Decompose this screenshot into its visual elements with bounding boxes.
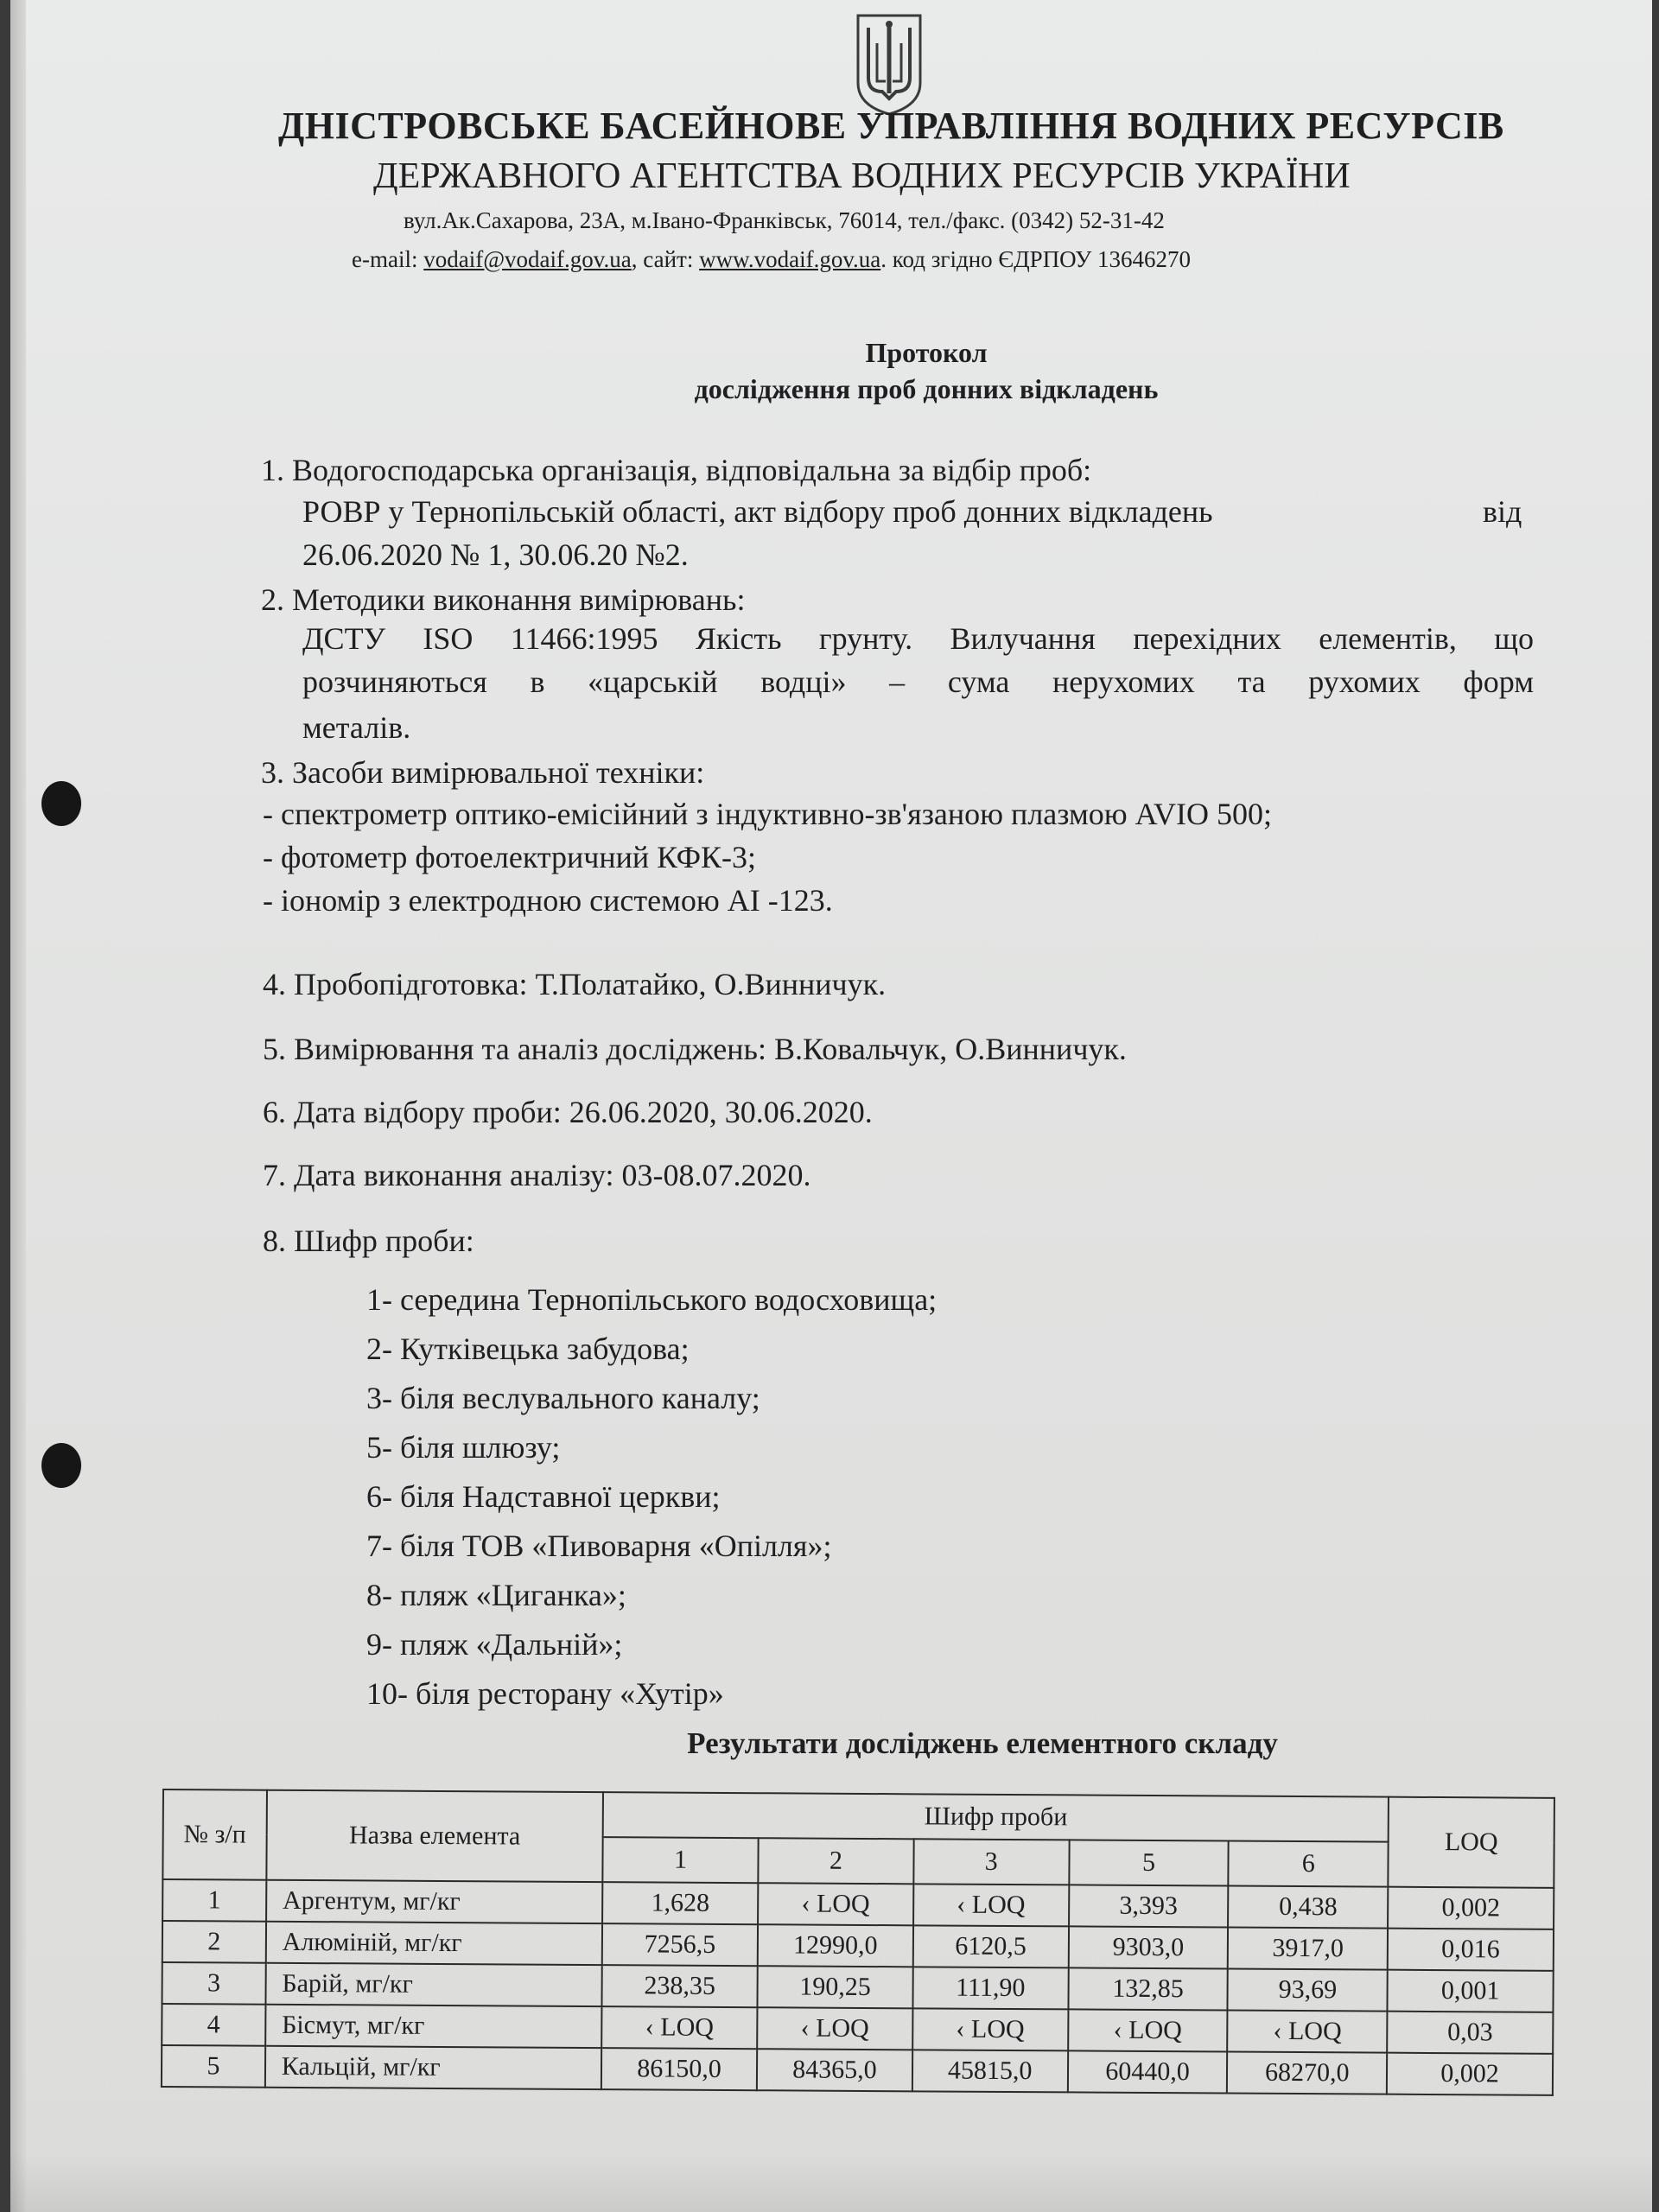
column-header-sample-code: Шифр проби — [603, 1792, 1389, 1842]
column-header-code: 3 — [913, 1839, 1069, 1885]
site-link[interactable]: www.vodaif.gov.ua — [699, 246, 881, 272]
organization-name: ДНІСТРОВСЬКЕ БАСЕЙНОВЕ УПРАВЛІННЯ ВОДНИХ РЕСУРСІВ — [278, 105, 1504, 147]
document-page — [10, 0, 1652, 2212]
value-cell: 84365,0 — [757, 2049, 912, 2091]
item-2-text: розчиняються в «царській водці» – сума нерухомих та рухомих форм — [302, 664, 1534, 699]
table-row — [162, 2045, 1553, 2095]
value-cell: 1,628 — [602, 1882, 758, 1924]
punch-hole — [41, 781, 81, 826]
column-header-loq: LOQ — [1389, 1797, 1554, 1888]
sample-code-item: 8- пляж «Циганка»; — [366, 1578, 626, 1612]
value-cell: 111,90 — [912, 1967, 1068, 2009]
value-cell: 238,35 — [602, 1965, 758, 2007]
loq-cell: 0,001 — [1388, 1970, 1554, 2012]
item-5: 5. Вимірювання та аналіз досліджень: В.Ковальчук, О.Винничук. — [263, 1032, 1127, 1066]
element-name: Кальцій, мг/кг — [265, 2046, 602, 2089]
sample-code-item: 7- біля ТОВ «Пивоварня «Опілля»; — [366, 1529, 832, 1563]
value-cell: 6120,5 — [913, 1925, 1069, 1967]
edrpou-code: . код згідно ЄДРПОУ 13646270 — [880, 246, 1192, 272]
row-number: 2 — [162, 1921, 266, 1963]
column-header-code: 6 — [1229, 1841, 1389, 1887]
loq-cell: 0,002 — [1387, 2053, 1553, 2095]
value-cell: 12990,0 — [758, 1924, 913, 1967]
value-cell: 86150,0 — [601, 2048, 757, 2090]
item-7: 7. Дата виконання аналізу: 03-08.07.2020. — [263, 1158, 811, 1192]
value-cell: ‹ LOQ — [757, 2007, 912, 2050]
agency-name: ДЕРЖАВНОГО АГЕНТСТВА ВОДНИХ РЕСУРСІВ УКРАЇНИ — [373, 156, 1351, 196]
value-cell: 9303,0 — [1068, 1926, 1228, 1968]
site-label: , сайт: — [631, 246, 694, 272]
value-cell: ‹ LOQ — [913, 1884, 1069, 1926]
value-cell: 0,438 — [1228, 1886, 1388, 1929]
element-name: Барій, мг/кг — [265, 1963, 602, 2006]
item-1-heading: 1. Водогосподарська організація, відповідальна за відбір проб: — [261, 453, 1092, 487]
column-header-code: 5 — [1069, 1840, 1229, 1885]
value-cell: ‹ LOQ — [601, 2006, 757, 2049]
column-header-code: 2 — [758, 1838, 913, 1884]
email-link[interactable]: vodaif@vodaif.gov.ua — [423, 246, 632, 272]
value-cell: 45815,0 — [912, 2050, 1068, 2092]
sample-code-item: 1- середина Тернопільського водосховища; — [366, 1282, 938, 1317]
equipment-item: - спектрометр оптико-емісійний з індуктивно-зв'язаною плазмою AVIO 500; — [263, 797, 1272, 831]
item-2-text: металів. — [302, 710, 411, 745]
item-8-heading: 8. Шифр проби: — [263, 1224, 474, 1258]
page-shadow — [10, 2152, 1652, 2212]
punch-hole — [41, 1443, 81, 1488]
organization-contacts — [352, 246, 1561, 273]
item-1-date: 26.06.2020 № 1, 30.06.20 №2. — [302, 537, 689, 572]
value-cell: 93,69 — [1228, 1969, 1388, 2012]
value-cell: ‹ LOQ — [1228, 2011, 1388, 2053]
row-number: 3 — [162, 1962, 265, 2005]
sample-code-item: 6- біля Надставної церкви; — [366, 1479, 721, 1514]
value-cell: 132,85 — [1068, 1967, 1228, 2010]
document-subtitle: дослідження проб донних відкладень — [694, 373, 1159, 404]
email-label: e-mail: — [352, 246, 418, 272]
value-cell: 7256,5 — [602, 1923, 758, 1966]
item-2-heading: 2. Методики виконання вимірювань: — [261, 582, 746, 617]
sample-code-item: 2- Кутківецька забудова; — [366, 1332, 690, 1366]
value-cell: 3917,0 — [1228, 1928, 1388, 1970]
sample-code-item: 9- пляж «Дальній»; — [366, 1627, 623, 1662]
sample-code-item: 5- біля шлюзу; — [366, 1430, 561, 1465]
table-header-row — [163, 1789, 1554, 1843]
column-header-code: 1 — [603, 1837, 759, 1883]
row-number: 4 — [162, 2004, 265, 2046]
item-1-text: РОВР у Тернопільській області, акт відбору проб донних відкладень — [302, 494, 1213, 529]
element-name: Алюміній, мг/кг — [266, 1922, 603, 1965]
value-cell: 190,25 — [757, 1966, 912, 2008]
item-3-heading: 3. Засоби вимірювальної техніки: — [261, 755, 705, 790]
results-title: Результати досліджень елементного складу — [687, 1726, 1278, 1760]
equipment-item: - іономір з електродною системою АІ -123. — [263, 883, 833, 918]
element-name: Бісмут, мг/кг — [265, 2005, 602, 2048]
item-4: 4. Пробопідготовка: Т.Полатайко, О.Винничук. — [263, 967, 887, 1001]
value-cell: 3,393 — [1069, 1885, 1229, 1927]
sample-code-item: 10- біля ресторану «Хутір» — [366, 1676, 724, 1711]
results-table — [161, 1789, 1555, 2096]
document-title: Протокол — [865, 337, 988, 368]
equipment-item: - фотометр фотоелектричний КФК-3; — [263, 840, 757, 874]
value-cell: ‹ LOQ — [912, 2008, 1068, 2050]
page-edge — [10, 0, 26, 2212]
column-header-element: Назва елемента — [266, 1790, 603, 1882]
row-number: 1 — [162, 1879, 266, 1922]
item-2-text: ДСТУ ISO 11466:1995 Якість грунту. Вилучання перехідних елементів, що — [302, 621, 1534, 656]
value-cell: ‹ LOQ — [1068, 2009, 1228, 2051]
column-header-number: № з/п — [162, 1789, 266, 1880]
row-number: 5 — [162, 2045, 265, 2088]
sample-code-item: 3- біля веслувального каналу; — [366, 1381, 760, 1415]
value-cell: ‹ LOQ — [758, 1883, 913, 1925]
value-cell: 60440,0 — [1067, 2050, 1227, 2093]
organization-address: вул.Ак.Сахарова, 23А, м.Івано-Франківськ, 76014, тел./факс. (0342) 52-31-42 — [404, 207, 1165, 233]
value-cell: 68270,0 — [1227, 2052, 1387, 2094]
element-name: Аргентум, мг/кг — [266, 1880, 603, 1923]
loq-cell: 0,03 — [1387, 2012, 1553, 2054]
item-6: 6. Дата відбору проби: 26.06.2020, 30.06.2020. — [263, 1095, 873, 1129]
loq-cell: 0,002 — [1388, 1887, 1554, 1929]
loq-cell: 0,016 — [1388, 1929, 1554, 1971]
item-1-text-end: від — [1483, 494, 1522, 529]
trident-emblem-icon — [846, 9, 932, 117]
